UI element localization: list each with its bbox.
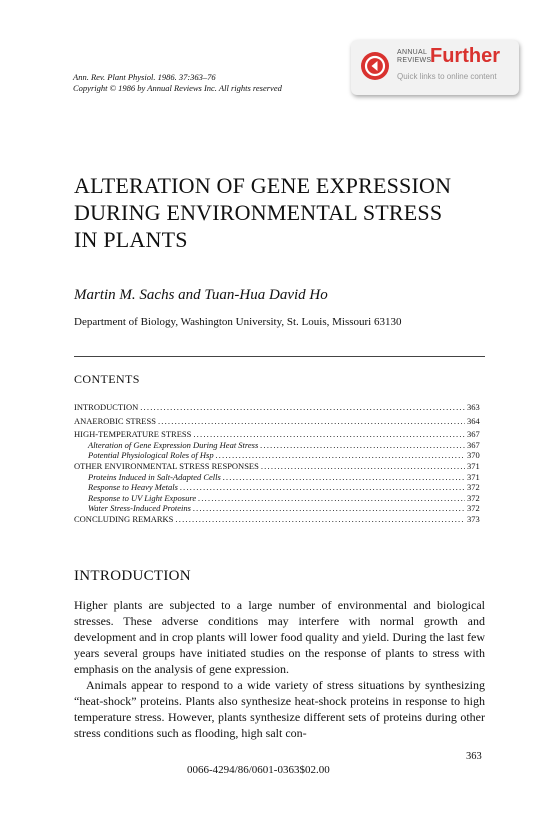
toc-entry-title: CONCLUDING REMARKS xyxy=(74,513,174,524)
toc-entry-page: 371 xyxy=(467,460,480,471)
title-line: ALTERATION OF GENE EXPRESSION xyxy=(74,173,452,198)
toc-entry-page: 372 xyxy=(467,482,480,493)
toc-entry[interactable] xyxy=(74,429,485,440)
toc-entry-page: 372 xyxy=(467,503,480,514)
title-line: IN PLANTS xyxy=(74,227,188,252)
toc-entry-title: OTHER ENVIRONMENTAL STRESS RESPONSES xyxy=(74,460,259,471)
toc-entry-title: Response to UV Light Exposure xyxy=(88,492,197,503)
toc-leader xyxy=(193,503,465,514)
toc-leader xyxy=(198,493,465,504)
annual-reviews-further-badge[interactable] xyxy=(351,40,519,95)
paragraph: Higher plants are subjected to a large number of environmental and biological stresses. These adverse conditions may interfere with normal growth and development and in crop plants will lower food quality and yield. During the last few years several groups have initiated studies on the response of plants to stress with emphasis on the analysis of gene expression. xyxy=(74,598,485,676)
toc-entry-title: Response to Heavy Metals xyxy=(88,482,178,493)
toc-entry-title: Proteins Induced in Salt-Adapted Cells xyxy=(88,471,221,482)
toc-entry-page: 370 xyxy=(467,450,480,461)
toc-subentry[interactable] xyxy=(74,472,485,483)
brand-further: Further xyxy=(430,45,500,67)
toc-subentry[interactable] xyxy=(74,493,485,504)
toc-leader xyxy=(223,472,465,483)
authors: Martin M. Sachs and Tuan-Hua David Ho xyxy=(74,287,328,303)
toc-subentry[interactable] xyxy=(74,440,485,451)
toc-entry-title: HIGH-TEMPERATURE STRESS xyxy=(74,429,192,440)
journal-citation xyxy=(73,72,282,94)
toc-entry-title: INTRODUCTION xyxy=(74,402,139,412)
toc-entry-page: 372 xyxy=(467,492,480,503)
toc-leader xyxy=(260,440,465,451)
toc-entry-page: 367 xyxy=(467,439,480,450)
toc-entry-title: Water Stress-Induced Proteins xyxy=(88,503,191,514)
title-line: DURING ENVIRONMENTAL STRESS xyxy=(74,200,443,225)
toc-subentry[interactable] xyxy=(74,450,485,461)
badge-tagline: Quick links to online content xyxy=(397,72,497,81)
page-number: 363 xyxy=(466,751,482,762)
affiliation: Department of Biology, Washington University, St. Louis, Missouri 63130 xyxy=(74,316,402,328)
toc-entry-page: 367 xyxy=(467,429,480,440)
brand-word-reviews: REVIEWS xyxy=(397,56,432,64)
divider xyxy=(74,356,485,357)
toc-subentry[interactable] xyxy=(74,503,485,514)
toc-entry-page: 373 xyxy=(467,513,480,524)
toc-leader xyxy=(158,416,465,427)
toc-leader xyxy=(216,450,465,461)
toc-entry-page: 371 xyxy=(467,471,480,482)
toc-leader xyxy=(140,402,465,413)
toc-entry-title: Potential Physiological Roles of Hsp xyxy=(88,450,214,461)
toc-entry-title: ANAEROBIC STRESS xyxy=(74,415,156,426)
toc-entry-page: 363 xyxy=(467,402,480,412)
body-text xyxy=(74,597,485,741)
back-arrow-icon xyxy=(361,52,389,80)
brand-annual-reviews xyxy=(397,49,431,64)
toc-entry[interactable] xyxy=(74,461,485,472)
journal-line-2: Copyright © 1986 by Annual Reviews Inc. All rights reserved xyxy=(73,83,282,93)
toc-entry-page: 364 xyxy=(467,415,480,426)
journal-line-1: Ann. Rev. Plant Physiol. 1986. 37:363–76 xyxy=(73,72,216,82)
toc-entry[interactable] xyxy=(74,402,485,413)
toc-entry-title: Alteration of Gene Expression During Heat Stress xyxy=(88,439,259,450)
article-title xyxy=(74,172,514,253)
toc-leader xyxy=(193,429,465,440)
toc-entry[interactable] xyxy=(74,416,485,427)
toc-leader xyxy=(261,461,465,472)
toc-entry[interactable] xyxy=(74,514,485,525)
toc-leader xyxy=(175,514,465,525)
toc-leader xyxy=(180,482,465,493)
section-heading: INTRODUCTION xyxy=(74,568,191,584)
brand-word-annual: ANNUAL xyxy=(397,49,428,56)
footer-code: 0066-4294/86/0601-0363$02.00 xyxy=(187,764,330,776)
paragraph: Animals appear to respond to a wide variety of stress situations by synthesizing “heat-shock” proteins. Plants also synthesize heat-shock proteins in response to high temperature stress. However, plants synthesize different sets of proteins during other stress conditions such as flooding, high salt con- xyxy=(74,678,485,740)
table-of-contents xyxy=(74,402,485,525)
contents-heading: CONTENTS xyxy=(74,372,140,386)
toc-subentry[interactable] xyxy=(74,482,485,493)
